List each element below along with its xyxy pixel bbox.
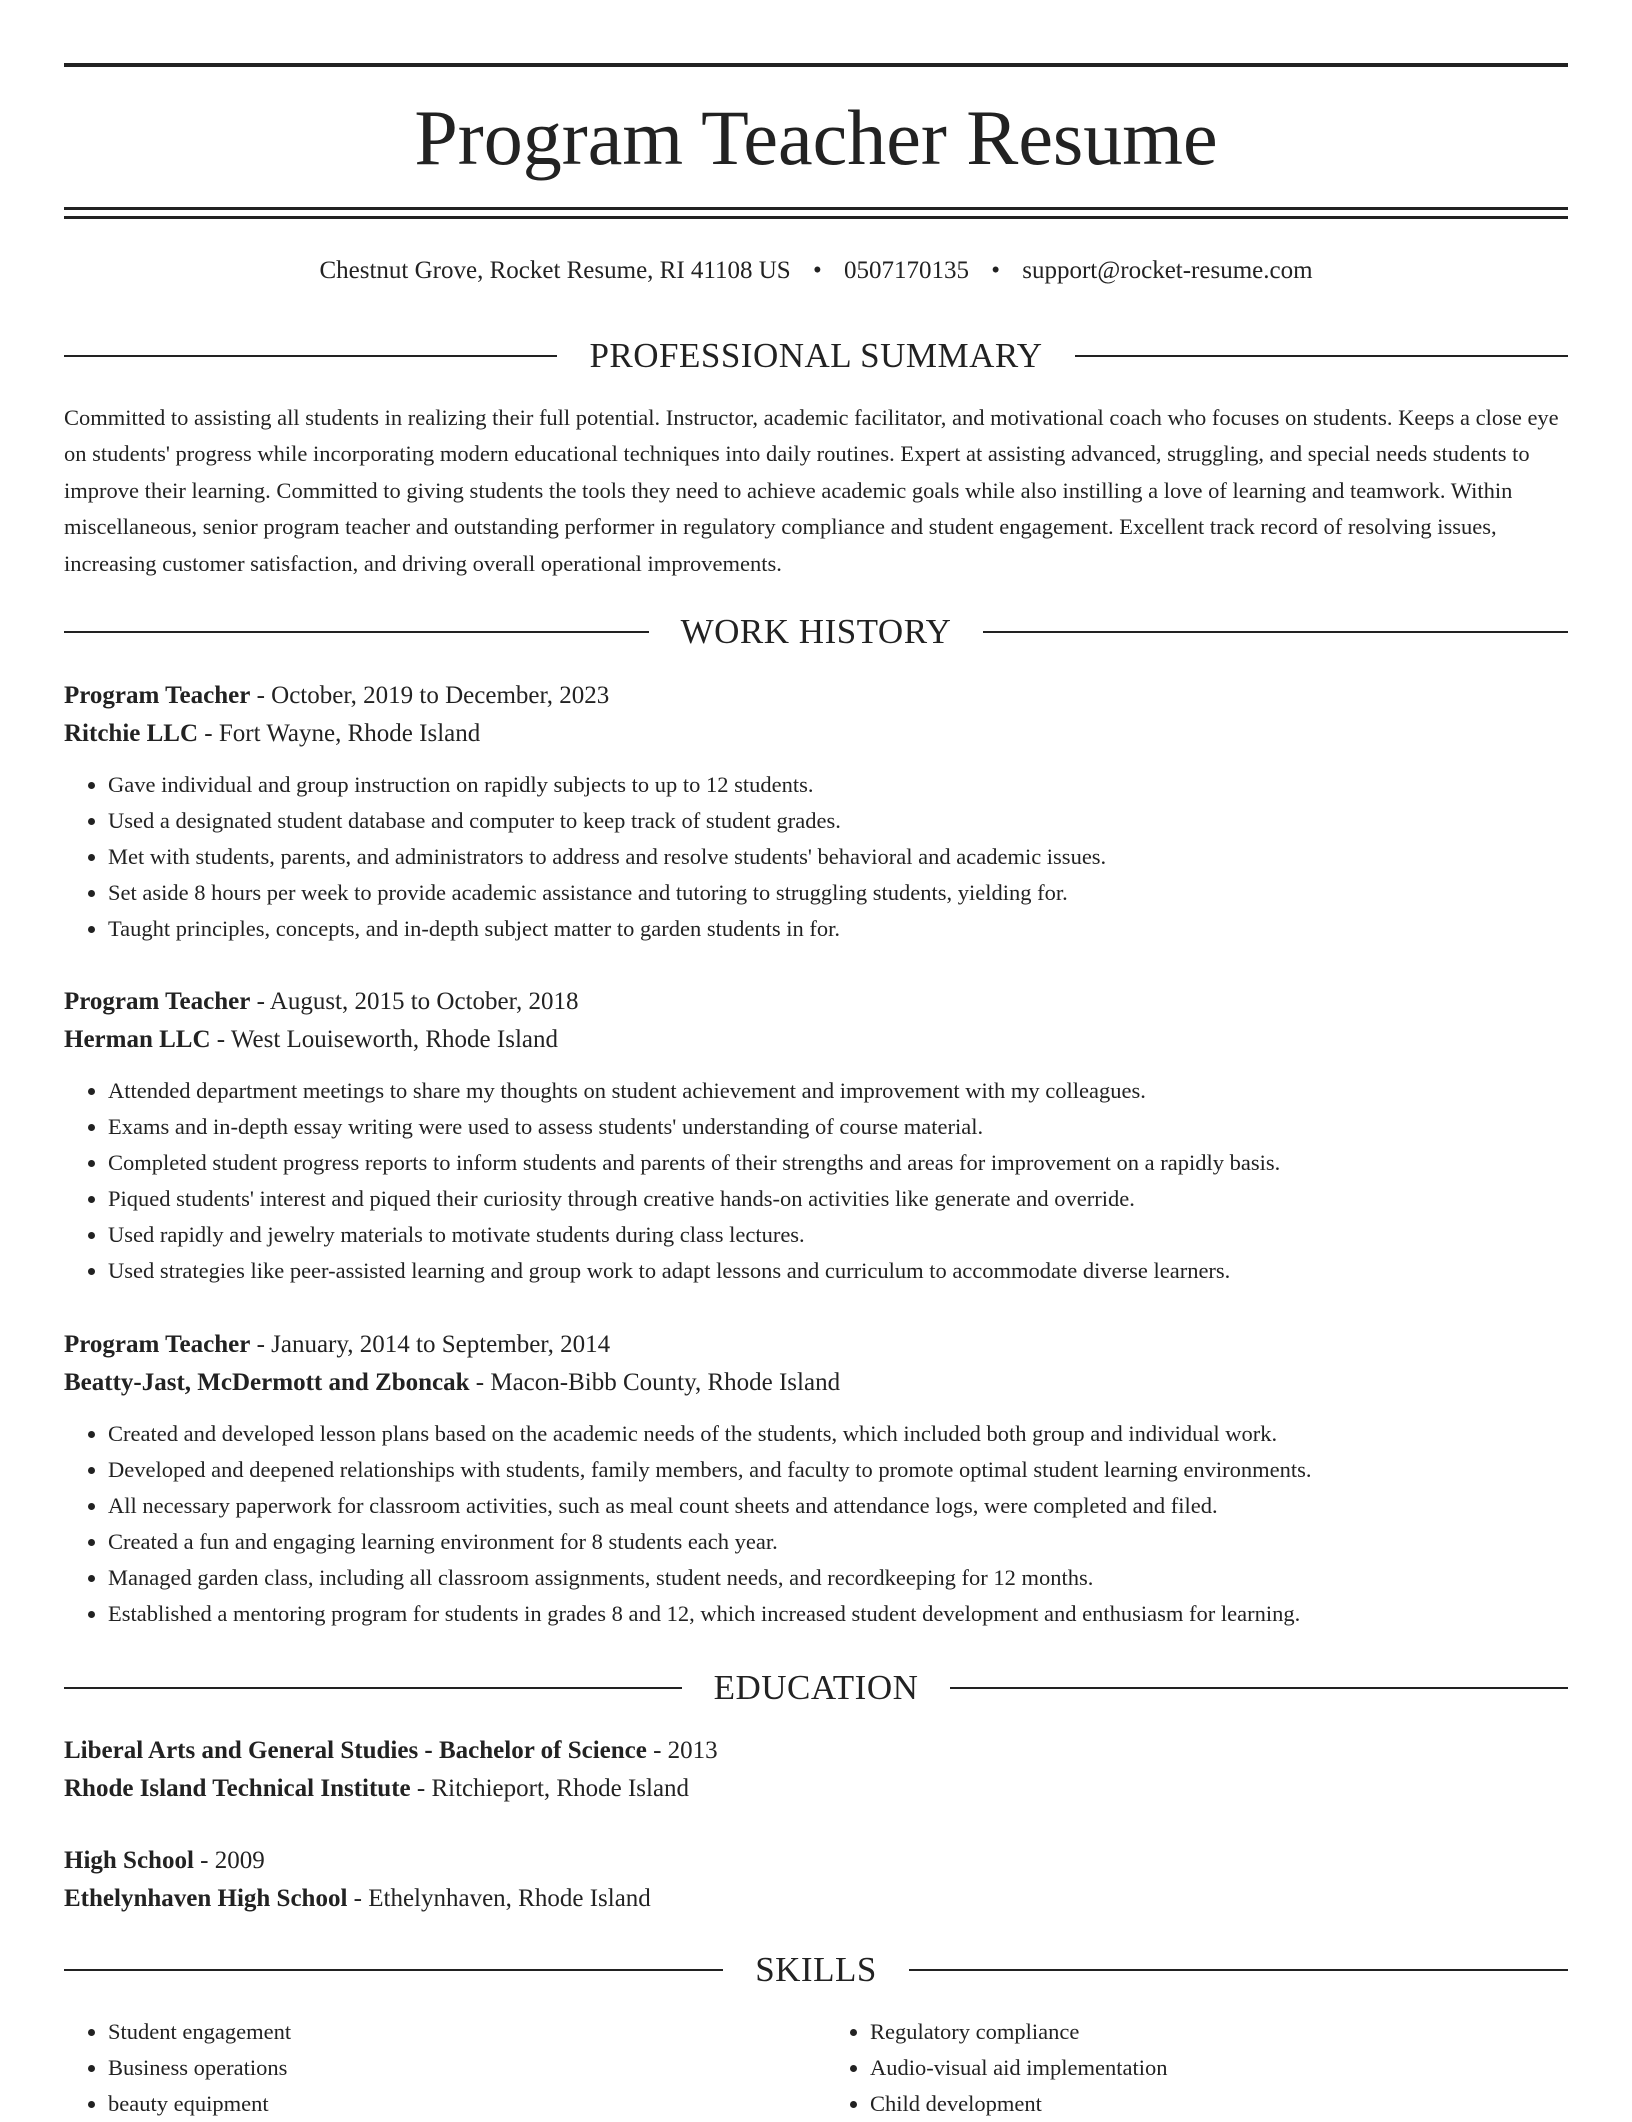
section-rule-left (64, 1969, 723, 1971)
education-degree-line (64, 1842, 1568, 1880)
education-school: Rhode Island Technical Institute (64, 1775, 411, 1802)
education-location: - Ethelynhaven, Rhode Island (347, 1885, 651, 1912)
header-double-rule-top (64, 207, 1568, 210)
job-bullet: • Met with students, parents, and administrators to address and resolve students' behavioral and academic issues. (108, 839, 1568, 875)
job-bullet: • Used strategies like peer-assisted learning and group work to adapt lessons and curriculum to accommodate diverse learners. (108, 1253, 1568, 1289)
education-year: - 2013 (646, 1737, 718, 1764)
job-bullet: • Developed and deepened relationships with students, family members, and faculty to promote optimal student learning environments. (108, 1452, 1568, 1488)
job-company: Ritchie LLC (64, 720, 199, 747)
job-bullet: • Set aside 8 hours per week to provide academic assistance and tutoring to struggling students, yielding for. (108, 875, 1568, 911)
job-bullet: • Used a designated student database and computer to keep track of student grades. (108, 803, 1568, 839)
education-school-line (64, 1770, 1568, 1808)
education-location: - Ritchieport, Rhode Island (410, 1775, 690, 1802)
contact-separator: • (991, 257, 1000, 284)
job-bullet: • Completed student progress reports to inform students and parents of their strengths and areas for improvement on a rapidly basis. (108, 1145, 1568, 1181)
job-bullet: • All necessary paperwork for classroom activities, such as meal count sheets and attendance logs, were completed and filed. (108, 1488, 1568, 1524)
skill-item: • Business operations (108, 2050, 806, 2086)
education-degree: High School (64, 1847, 194, 1874)
page-title: Program Teacher Resume (414, 94, 1218, 181)
skill-item: • Child development (870, 2086, 1568, 2122)
education-degree: Liberal Arts and General Studies - Bachelor of Science (64, 1737, 647, 1764)
job-entry (64, 983, 1568, 1289)
job-company-line (64, 1364, 1568, 1402)
section-rule-right (1075, 355, 1568, 357)
section-rule-right (909, 1969, 1568, 1971)
skill-item: • beauty equipment (108, 2086, 806, 2122)
contact-line (64, 254, 1568, 288)
job-company: Beatty-Jast, McDermott and Zboncak (64, 1369, 470, 1396)
job-location: - West Louiseworth, Rhode Island (210, 1026, 559, 1053)
education-school-line (64, 1880, 1568, 1918)
job-company-line (64, 715, 1568, 753)
section-heading-skills (64, 1948, 1568, 1992)
job-title: Program Teacher (64, 682, 251, 709)
education-degree-line (64, 1732, 1568, 1770)
job-dates: - January, 2014 to September, 2014 (250, 1331, 611, 1358)
header-double-rule-bottom (64, 216, 1568, 219)
section-title: EDUCATION (713, 1668, 919, 1707)
job-title-line (64, 983, 1568, 1021)
job-bullet: • Used rapidly and jewelry materials to motivate students during class lectures. (108, 1217, 1568, 1253)
header-top-rule (64, 63, 1568, 67)
section-rule-left (64, 631, 649, 633)
contact-separator: • (812, 257, 822, 284)
job-title-line (64, 677, 1568, 715)
contact-email[interactable]: support@rocket-resume.com (1022, 257, 1313, 284)
job-bullet: • Exams and in-depth essay writing were used to assess students' understanding of course material. (108, 1109, 1568, 1145)
skill-item: • Student engagement (108, 2014, 806, 2050)
job-dates: - October, 2019 to December, 2023 (250, 682, 610, 709)
job-company: Herman LLC (64, 1026, 211, 1053)
job-bullet: • Attended department meetings to share my thoughts on student achievement and improvement with my colleagues. (108, 1073, 1568, 1109)
section-rule-left (64, 355, 557, 357)
section-rule-right (950, 1687, 1568, 1689)
job-bullets (64, 767, 1568, 947)
education-school: Ethelynhaven High School (64, 1885, 348, 1912)
job-bullet: • Created and developed lesson plans based on the academic needs of the students, which included both group and individual work. (108, 1416, 1568, 1452)
job-bullet: • Gave individual and group instruction on rapidly subjects to up to 12 students. (108, 767, 1568, 803)
section-rule-right (983, 631, 1568, 633)
section-heading-summary (64, 334, 1568, 378)
job-title: Program Teacher (64, 1331, 251, 1358)
skill-item: • Regulatory compliance (870, 2014, 1568, 2050)
section-rule-left (64, 1687, 682, 1689)
skills-list-right (826, 2014, 1568, 2122)
summary-paragraph: Committed to assisting all students in realizing their full potential. Instructor, academic facilitator, and motivational coach who focuses on students. Keeps a close eye on students' progress while incorporating modern educational techniques into daily routines. Expert at assisting advanced, struggling, and special needs students to improve their learning. Committed to giving students the tools they need to achieve academic goals while also instilling a love of learning and teamwork. Within miscellaneous, senior program teacher and outstanding performer in regulatory compliance and student engagement. Excellent track record of resolving issues, increasing customer satisfaction, and driving overall operational improvements. (64, 405, 1559, 576)
job-bullet: • Taught principles, concepts, and in-depth subject matter to garden students in for. (108, 911, 1568, 947)
section-title: WORK HISTORY (680, 612, 952, 651)
job-bullets (64, 1416, 1568, 1632)
job-bullet: • Created a fun and engaging learning environment for 8 students each year. (108, 1524, 1568, 1560)
job-company-line (64, 1021, 1568, 1059)
education-entry (64, 1732, 1568, 1808)
job-title: Program Teacher (64, 988, 251, 1015)
contact-address: Chestnut Grove, Rocket Resume, RI 41108 US (319, 257, 791, 284)
job-dates: - August, 2015 to October, 2018 (250, 988, 579, 1015)
skill-item: • Audio-visual aid implementation (870, 2050, 1568, 2086)
contact-phone[interactable]: 0507170135 (843, 257, 969, 284)
job-entry (64, 677, 1568, 947)
skills-list-left (64, 2014, 806, 2122)
job-location: - Fort Wayne, Rhode Island (198, 720, 481, 747)
section-title: PROFESSIONAL SUMMARY (589, 336, 1043, 375)
section-heading-work (64, 610, 1568, 654)
section-title: SKILLS (755, 1950, 877, 1989)
job-bullet: • Piqued students' interest and piqued their curiosity through creative hands-on activities like generate and override. (108, 1181, 1568, 1217)
job-location: - Macon-Bibb County, Rhode Island (469, 1369, 841, 1396)
section-heading-education (64, 1666, 1568, 1710)
job-title-line (64, 1326, 1568, 1364)
education-entry (64, 1842, 1568, 1918)
job-entry (64, 1326, 1568, 1632)
job-bullets (64, 1073, 1568, 1289)
job-bullet: • Established a mentoring program for students in grades 8 and 12, which increased student development and enthusiasm for learning. (108, 1596, 1568, 1632)
skills-columns (64, 2014, 1568, 2122)
job-bullet: • Managed garden class, including all classroom assignments, student needs, and recordkeeping for 12 months. (108, 1560, 1568, 1596)
education-year: - 2009 (193, 1847, 265, 1874)
